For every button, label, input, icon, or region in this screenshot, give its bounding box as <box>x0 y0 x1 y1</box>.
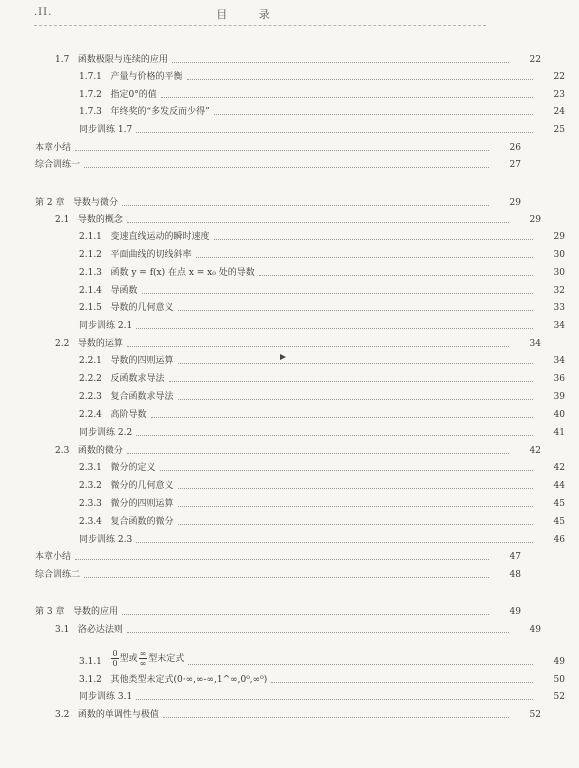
section-number: 3.1.2 <box>79 675 111 685</box>
toc-entry[interactable] <box>0 85 579 101</box>
section-title: 反函数求导法 <box>110 374 165 384</box>
section-number: 2.3.3 <box>79 499 111 509</box>
page-number: 49 <box>529 625 541 635</box>
dot-leader <box>178 524 534 525</box>
dot-leader <box>127 222 509 223</box>
page-number: 45 <box>553 499 565 509</box>
section-title: 复合函数的微分 <box>110 517 174 527</box>
page-number: 46 <box>553 535 565 545</box>
page-number: 30 <box>553 250 565 260</box>
dot-leader <box>160 470 534 471</box>
toc-entry[interactable] <box>0 120 579 136</box>
toc-entry[interactable] <box>0 530 579 546</box>
dot-leader <box>151 417 534 418</box>
page-label: .II. <box>34 7 53 18</box>
toc-entry[interactable] <box>0 369 579 385</box>
section-number: 3.1.1 <box>79 657 111 667</box>
section-number: 2.2.3 <box>79 392 111 402</box>
section-number: 2.1.1 <box>79 232 111 242</box>
toc-entry[interactable] <box>0 565 535 581</box>
toc-entry[interactable] <box>0 547 535 563</box>
section-title: 导数的应用 <box>73 607 119 617</box>
page-number: 32 <box>553 286 565 296</box>
fraction-numerator: 0 <box>112 649 118 658</box>
section-title: 导数的几何意义 <box>110 303 174 313</box>
toc-entry[interactable] <box>0 602 535 618</box>
page-number: 49 <box>509 607 521 617</box>
section-title: 同步训练 3.1 <box>79 692 133 702</box>
toc-entry[interactable] <box>0 405 579 421</box>
dot-leader <box>161 97 533 98</box>
toc-entry[interactable] <box>0 642 579 668</box>
dot-leader <box>127 632 509 633</box>
dot-leader <box>75 150 489 151</box>
page-number: 23 <box>553 90 565 100</box>
toc-entry[interactable] <box>0 705 555 721</box>
toc-entry[interactable] <box>0 298 579 314</box>
toc-entry[interactable] <box>0 67 579 83</box>
dot-leader <box>142 293 534 294</box>
toc-entry[interactable] <box>0 210 555 226</box>
page-number: 42 <box>553 463 565 473</box>
section-title: 产量与价格的平衡 <box>110 72 183 82</box>
dot-leader <box>271 682 533 683</box>
toc-entry[interactable] <box>0 458 579 474</box>
section-title: 综合训练二 <box>35 570 81 580</box>
section-number: 1.7.1 <box>79 72 111 82</box>
page-number: 29 <box>509 198 521 208</box>
toc-entry[interactable] <box>0 138 535 154</box>
section-title: 综合训练一 <box>35 160 81 170</box>
dot-leader <box>122 614 489 615</box>
section-title: 本章小结 <box>35 143 72 153</box>
section-title: 微分的几何意义 <box>110 481 174 491</box>
section-number: 1.7.3 <box>79 107 111 117</box>
section-number: 2.3.2 <box>79 481 111 491</box>
toc-entry[interactable] <box>0 687 579 703</box>
section-title: 变速直线运动的瞬时速度 <box>110 232 210 242</box>
dot-leader <box>84 167 489 168</box>
section-number: 第 2 章 <box>35 198 74 208</box>
dot-leader <box>136 132 533 133</box>
section-title: 年终奖的“多发反而少得” <box>110 107 210 117</box>
page-number: 29 <box>529 215 541 225</box>
toc-entry[interactable] <box>0 620 555 636</box>
dot-leader <box>187 79 534 80</box>
page-number: 49 <box>553 657 565 667</box>
toc-entry[interactable] <box>0 351 579 367</box>
toc-entry[interactable] <box>0 476 579 492</box>
toc-entry[interactable] <box>0 423 579 439</box>
page-number: 30 <box>553 268 565 278</box>
dot-leader <box>196 257 534 258</box>
toc-entry[interactable] <box>0 102 579 118</box>
toc-entry[interactable] <box>0 441 555 457</box>
page-number: 33 <box>553 303 565 313</box>
pointer-mark <box>280 354 286 360</box>
section-number: 2.2.1 <box>79 356 111 366</box>
section-title: 微分的定义 <box>110 463 156 473</box>
dot-leader <box>127 453 509 454</box>
toc-entry[interactable] <box>0 263 579 279</box>
fraction-text: 型或 <box>119 654 138 664</box>
section-number: 3.1 <box>55 625 78 635</box>
dot-leader <box>75 559 489 560</box>
section-title: 导数与微分 <box>73 198 119 208</box>
toc-entry[interactable] <box>0 281 579 297</box>
page-number: 45 <box>553 517 565 527</box>
toc-entry[interactable] <box>0 50 555 66</box>
dot-leader <box>122 205 489 206</box>
page-title: 目 录 <box>216 8 284 21</box>
section-title <box>110 649 184 668</box>
section-title: 本章小结 <box>35 552 72 562</box>
section-title: 同步训练 2.1 <box>79 321 133 331</box>
section-title: 导数的概念 <box>77 215 123 225</box>
page-number: 42 <box>529 446 541 456</box>
page-number: 34 <box>529 339 541 349</box>
page-number: 24 <box>553 107 565 117</box>
toc-entry[interactable] <box>0 316 579 332</box>
dot-leader <box>136 699 533 700</box>
section-number: 2.1.2 <box>79 250 111 260</box>
dot-leader <box>259 275 533 276</box>
dot-leader <box>188 664 533 665</box>
section-title: 导函数 <box>110 286 138 296</box>
dot-leader <box>136 435 533 436</box>
page-number: 52 <box>553 692 565 702</box>
page-number: 29 <box>553 232 565 242</box>
toc-entry[interactable] <box>0 155 535 171</box>
page-number: 40 <box>553 410 565 420</box>
fraction-numerator: ∞ <box>139 649 147 658</box>
page-number: 41 <box>553 428 565 438</box>
section-title: 其他类型未定式(0·∞,∞-∞,1^∞,0⁰,∞⁰) <box>110 675 268 685</box>
section-number: 2.3.4 <box>79 517 111 527</box>
section-title: 平面曲线的切线斜率 <box>110 250 192 260</box>
section-title: 微分的四则运算 <box>110 499 174 509</box>
section-title: 洛必达法则 <box>77 625 123 635</box>
section-title: 指定0°的值 <box>110 90 157 100</box>
page-number: 52 <box>529 710 541 720</box>
dot-leader <box>169 381 534 382</box>
toc-entry[interactable] <box>0 245 579 261</box>
dot-leader <box>84 577 489 578</box>
section-number: 3.2 <box>55 710 78 720</box>
section-title: 高阶导数 <box>110 410 147 420</box>
section-title: 复合函数求导法 <box>110 392 174 402</box>
section-title: 函数 y = f(x) 在点 x = x₀ 处的导数 <box>110 268 255 278</box>
dot-leader <box>127 346 509 347</box>
page-number: 39 <box>553 392 565 402</box>
fraction-denominator: 0 <box>112 659 118 668</box>
section-title: 函数的微分 <box>77 446 123 456</box>
dot-leader <box>178 363 534 364</box>
dot-leader <box>178 310 534 311</box>
page-number: 34 <box>553 321 565 331</box>
section-title: 导数的运算 <box>77 339 123 349</box>
section-title: 函数极限与连续的应用 <box>77 55 168 65</box>
dot-leader <box>136 328 533 329</box>
dot-leader <box>172 62 509 63</box>
dot-leader <box>178 399 534 400</box>
page-number: 36 <box>553 374 565 384</box>
page-number: 50 <box>553 675 565 685</box>
page-number: 44 <box>553 481 565 491</box>
toc-entry[interactable] <box>0 512 579 528</box>
page-number: 34 <box>553 356 565 366</box>
page-number: 26 <box>509 143 521 153</box>
toc-entry[interactable] <box>0 334 555 350</box>
section-title: 同步训练 2.2 <box>79 428 133 438</box>
toc-entry[interactable] <box>0 227 579 243</box>
dot-leader <box>178 506 534 507</box>
dot-leader <box>136 542 533 543</box>
section-number: 2.3.1 <box>79 463 111 473</box>
section-title: 导数的四则运算 <box>110 356 174 366</box>
page-number: 22 <box>529 55 541 65</box>
section-number: 2.1.5 <box>79 303 111 313</box>
page-number: 48 <box>509 570 521 580</box>
page-number: 22 <box>553 72 565 82</box>
page-number: 47 <box>509 552 521 562</box>
section-number: 2.2 <box>55 339 78 349</box>
page-number: 27 <box>509 160 521 170</box>
section-number: 第 3 章 <box>35 607 74 617</box>
section-number: 2.1.4 <box>79 286 111 296</box>
fraction-denominator: ∞ <box>139 659 147 668</box>
header-divider <box>34 25 486 26</box>
toc-entry[interactable] <box>0 193 535 209</box>
section-number: 1.7.2 <box>79 90 111 100</box>
section-title: 函数的单调性与极值 <box>77 710 159 720</box>
section-title: 同步训练 2.3 <box>79 535 133 545</box>
section-number: 2.1 <box>55 215 78 225</box>
section-number: 2.1.3 <box>79 268 111 278</box>
section-number: 1.7 <box>55 55 78 65</box>
dot-leader <box>178 488 534 489</box>
page-number: 25 <box>553 125 565 135</box>
dot-leader <box>163 717 509 718</box>
toc-entry[interactable] <box>0 494 579 510</box>
fraction-text: 型未定式 <box>148 654 185 664</box>
section-number: 2.2.4 <box>79 410 111 420</box>
dot-leader <box>214 114 533 115</box>
toc-entry[interactable] <box>0 387 579 403</box>
dot-leader <box>214 239 534 240</box>
section-number: 2.3 <box>55 446 78 456</box>
section-number: 2.2.2 <box>79 374 111 384</box>
section-title: 同步训练 1.7 <box>79 125 133 135</box>
toc-entry[interactable] <box>0 670 579 686</box>
